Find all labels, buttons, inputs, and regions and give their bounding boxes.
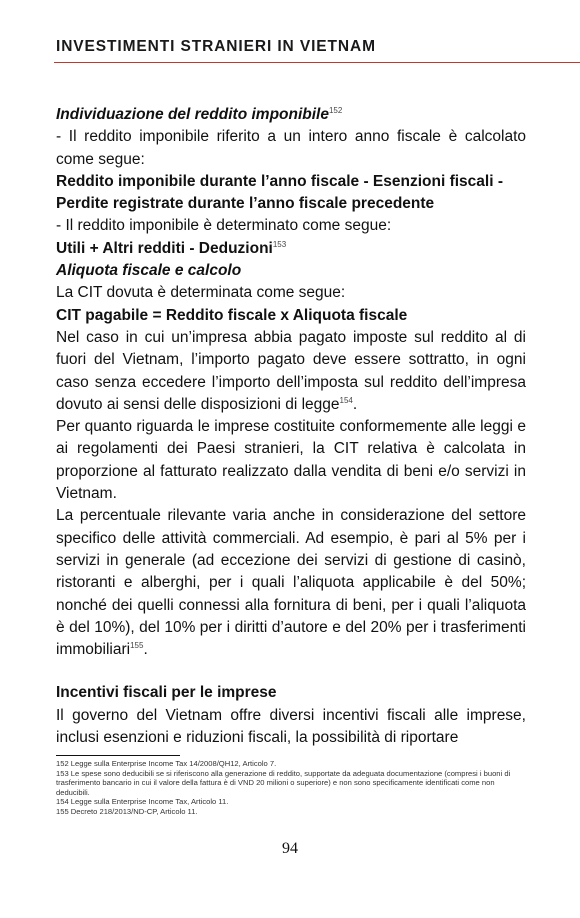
paragraph: Il governo del Vietnam offre diversi incentivi fiscali alle imprese, inclusi esenzioni e riduzioni fiscali, la possibilità di riportare — [56, 706, 526, 747]
footnote: 153 Le spese sono deducibili se si riferiscono alla generazione di reddito, supportate da adeguata documentazione (compresi i buoni di trasferimento bancario in cui il valore della fattura è di VND 20 milioni o superiore) e non sono specificamente identificati come non deducibili. — [56, 768, 511, 797]
paragraph: Per quanto riguarda le imprese costituite conformemente alle leggi e ai regolamenti dei Paesi stranieri, la CIT relativa è calcolata in proporzione al fatturato realizzato dalla vendita di beni e/o servizi in Vietnam. — [56, 418, 526, 503]
formula: Utili + Altri redditi - Deduzioni$^{153}$ — [56, 239, 287, 257]
page-number: 94 — [282, 840, 298, 857]
footnotes — [56, 759, 516, 817]
footnote-rule — [56, 755, 180, 756]
paragraph: - Il reddito imponibile riferito a un intero anno fiscale è calcolato come segue: — [56, 128, 526, 168]
body-text — [56, 104, 526, 749]
footnote-ref-153: 153 — [272, 239, 287, 249]
paragraph: - Il reddito imponibile è determinato come segue: — [56, 217, 392, 235]
footnote: 155 Decreto 218/2013/ND-CP, Articolo 11. — [56, 806, 198, 816]
footnote-ref-155: 155 — [130, 640, 144, 650]
running-header: INVESTIMENTI STRANIERI IN VIETNAM — [56, 38, 376, 55]
paragraph: La CIT dovuta è determinata come segue: — [56, 284, 346, 302]
formula: CIT pagabile = Reddito fiscale x Aliquota fiscale — [56, 306, 408, 324]
section-heading-incentives: Incentivi fiscali per le imprese — [56, 684, 277, 702]
footnote: 152 Legge sulla Enterprise Income Tax 14/2008/QH12, Articolo 7. — [56, 759, 277, 768]
spacer — [56, 661, 526, 682]
section-heading-taxable-income: Individuazione del reddito imponibile$^{152}$ — [56, 105, 343, 123]
footnote-ref-154: 154 — [339, 395, 353, 405]
header-rule — [54, 62, 580, 63]
footnote-ref-152: 152 — [328, 105, 343, 115]
paragraph: Nel caso in cui un’impresa abbia pagato imposte sul reddito al di fuori del Vietnam, l’importo pagato deve essere sottratto, in ogni caso senza eccedere l’importo dell’imposta sul reddito dell’impresa dovuto ai sensi delle disposizioni di legge$^{154}$. — [56, 328, 526, 413]
footnote: 154 Legge sulla Enterprise Income Tax, Articolo 11. — [56, 797, 229, 807]
formula: Reddito imponibile durante l’anno fiscale - Esenzioni fiscali - Perdite registrate durante l’anno fiscale precedente — [56, 172, 503, 213]
paragraph: La percentuale rilevante varia anche in considerazione del settore specifico delle attività commerciali. Ad esempio, è pari al 5% per i servizi in generale (ad eccezione dei servizi di gestione di casinò, ristoranti e alberghi, per i quali l’aliquota applicabile è del 50%; nonché dei quelli connessi alla fornitura di beni, per i quali l’aliquota è del 10%), del 10% per i diritti d’autore e del 20% per i trasferimenti immobiliari$^{155}$. — [56, 507, 526, 659]
section-heading-tax-rate: Aliquota fiscale e calcolo — [56, 262, 242, 280]
